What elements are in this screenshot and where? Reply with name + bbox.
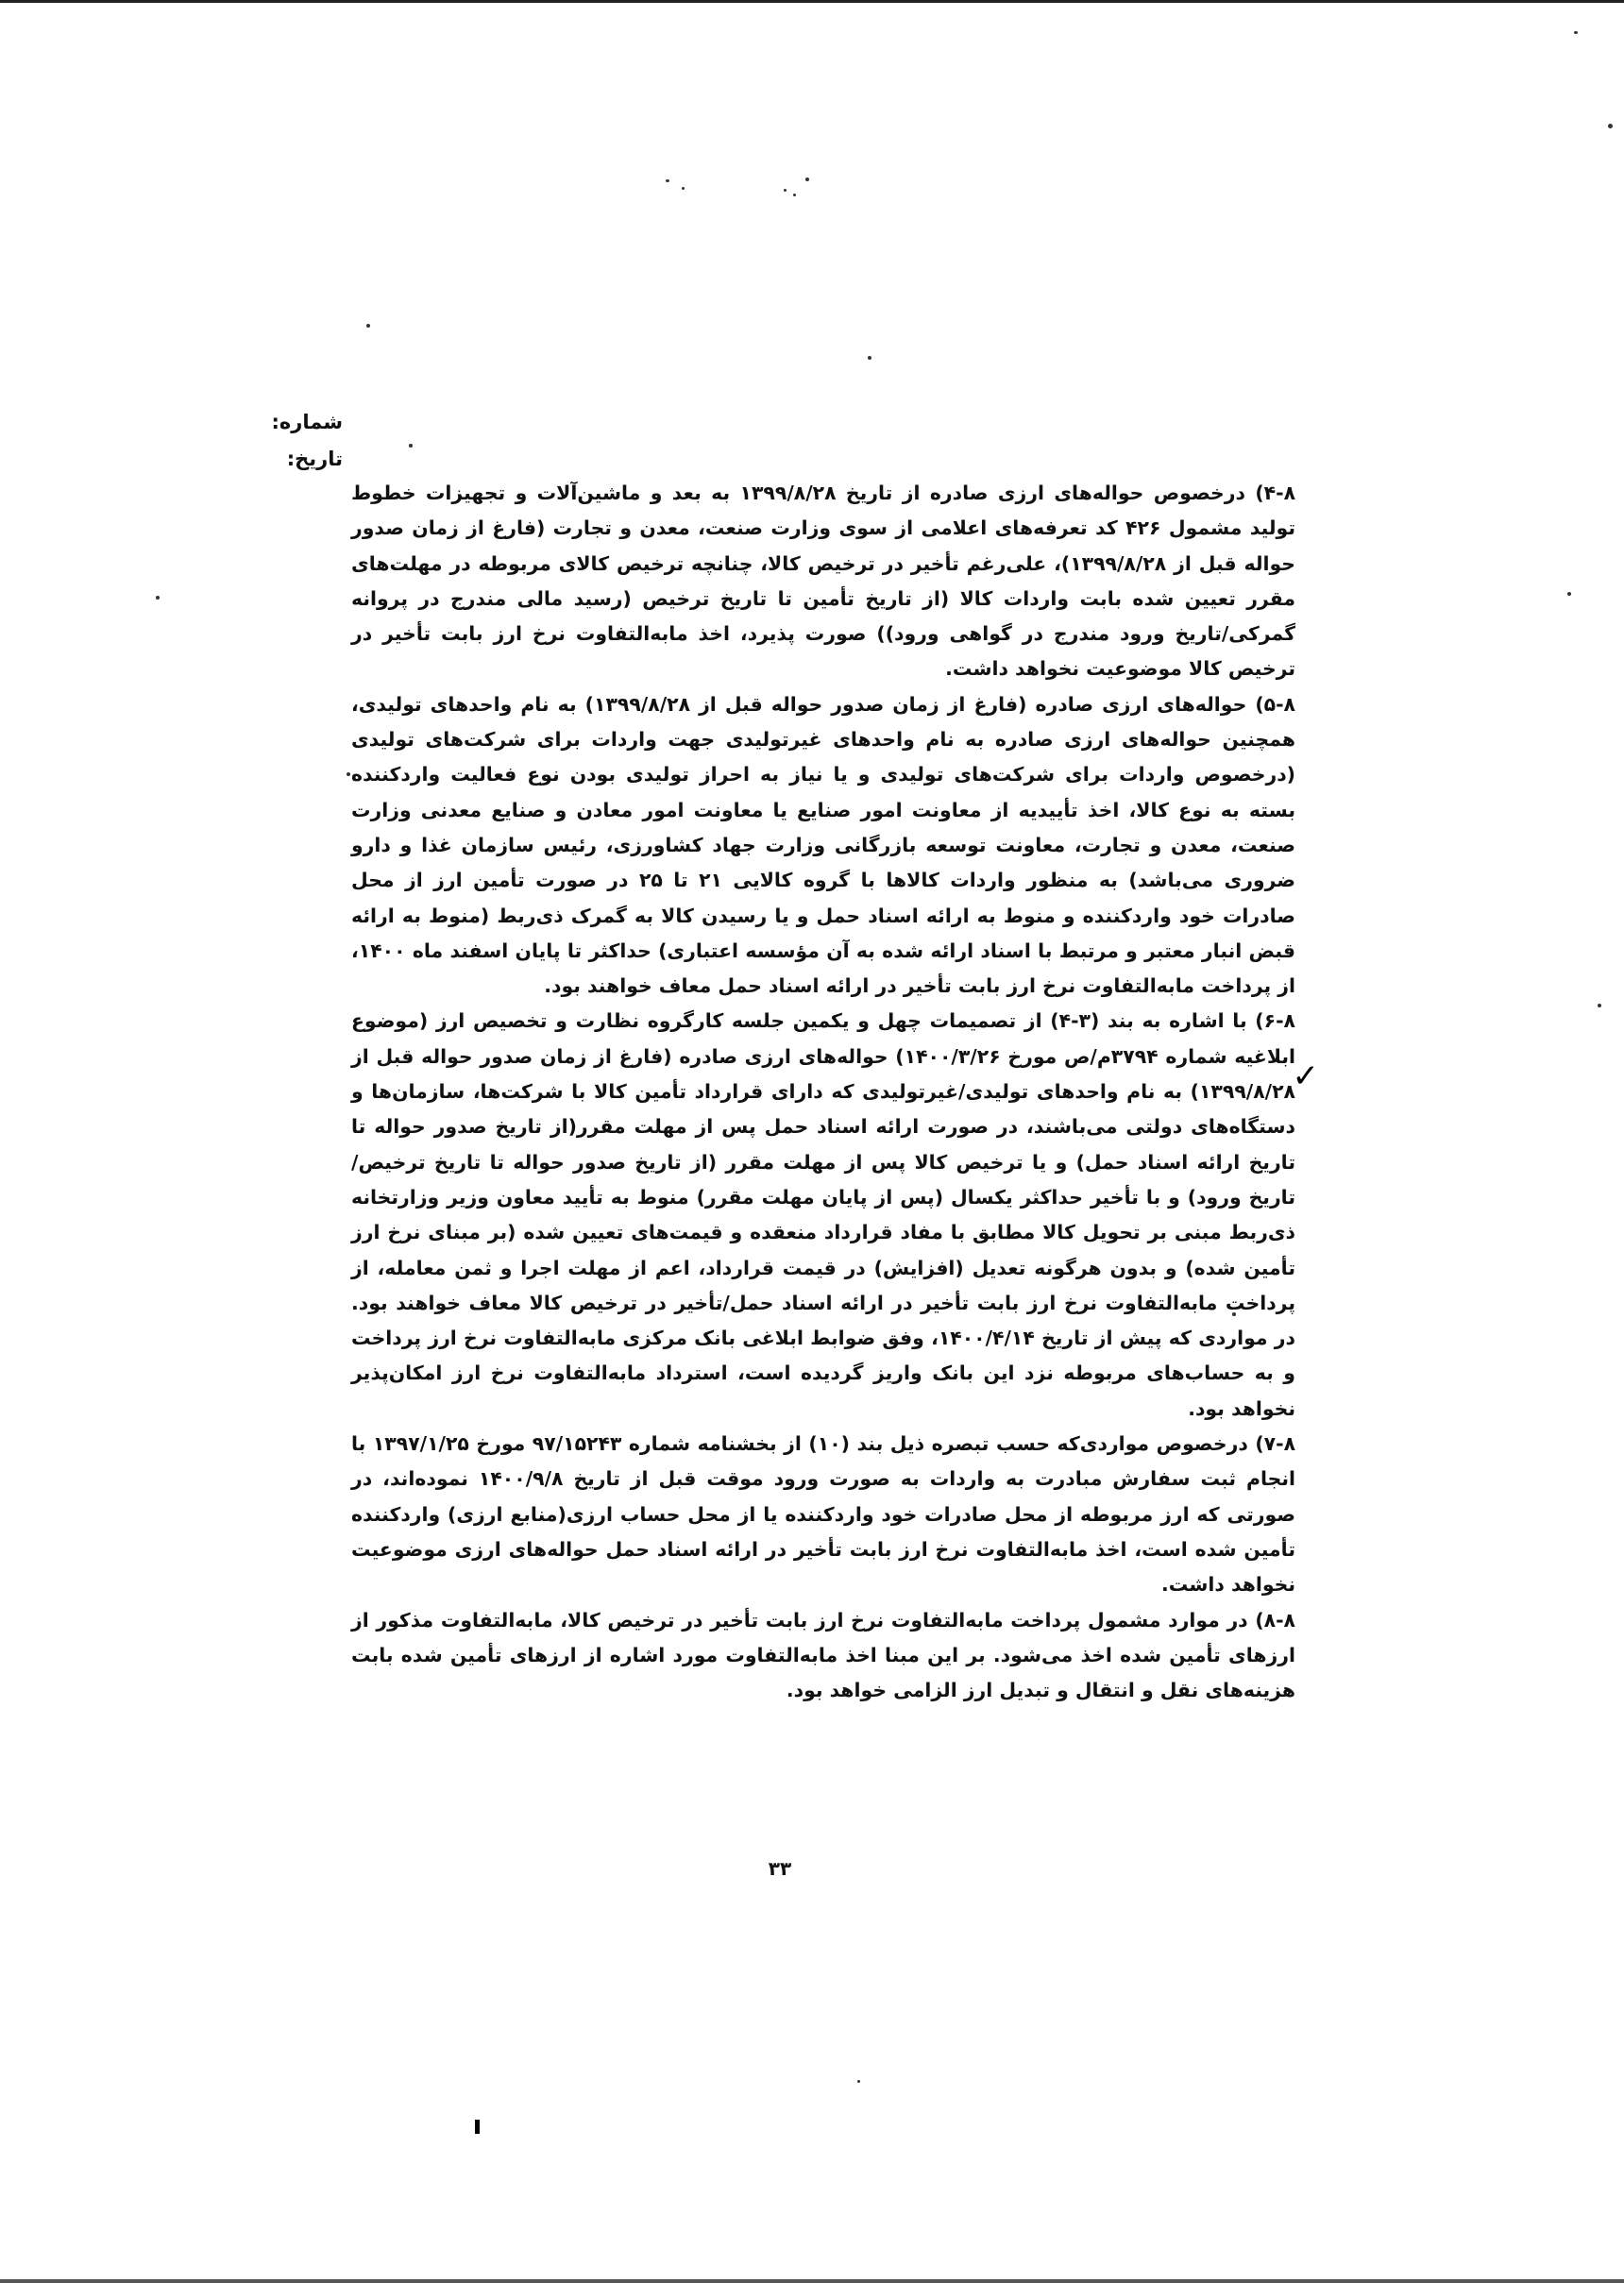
scan-speck xyxy=(1567,592,1571,596)
paragraph-8-5: ۵-۸) حواله‌های ارزی صادره (فارغ از زمان صدور حواله قبل از ۱۳۹۹/۸/۲۸) به نام واحدهای تولیدی، همچنین حواله‌های ارزی صادره به نام واحدهای غیرتولیدی جهت واردات برای شرکت‌های تولیدی (درخصوص واردات برای شرکت‌های تولیدی و یا نیاز به احراز تولیدی بودن نوع فعالیت واردکننده بسته به نوع کالا، اخذ تأییدیه از معاونت امور صنایع یا معاونت امور معادن و صنایع معدنی وزارت صنعت، معدن و تجارت، معاونت توسعه بازرگانی وزارت جهاد کشاورزی، رئیس سازمان غذا و دارو ضروری می‌باشد) به منظور واردات کالاها با گروه کالایی ۲۱ تا ۲۵ در صورت تأمین ارز از محل صادرات خود واردکننده و منوط به ارائه اسناد حمل و یا رسیدن کالا به گمرک ذی‌ربط (منوط به ارائه قبض انبار معتبر و مرتبط با اسناد ارائه شده به آن مؤسسه اعتباری) حداکثر تا پایان اسفند ماه ۱۴۰۰، از پرداخت مابه‌التفاوت نرخ ارز بابت تأخیر در ارائه اسناد حمل معاف خواهند بود. xyxy=(351,692,1295,998)
scan-speck xyxy=(784,189,787,192)
paragraph-8-6: ۶-۸) با اشاره به بند (۳-۴) از تصمیمات چهل و یکمین جلسه کارگروه نظارت و تخصیص ارز (موضوع ابلاغیه شماره ۳۷۹۴م/ص مورخ ۱۴۰۰/۳/۲۶) حواله‌های ارزی صادره (فارغ از زمان صدور حواله قبل از ۱۳۹۹/۸/۲۸) به نام واحدهای تولیدی/غیرتولیدی که دارای قرارداد تأمین کالا با شرکت‌ها، سازمان‌ها و دستگاه‌های دولتی می‌باشند، در صورت ارائه اسناد حمل پس از مهلت مقرر(از تاریخ صدور حواله تا تاریخ ارائه اسناد حمل) و یا ترخیص کالا پس از مهلت مقرر (از تاریخ صدور حواله تا تاریخ ترخیص/تاریخ ورود) و با تأخیر حداکثر یکسال (پس از پایان مهلت مقرر) منوط به تأیید معاون وزیر وزارتخانه ذی‌ربط مبنی بر تحویل کالا مطابق با مفاد قرارداد منعقده و قیمت‌های تعیین شده (بر مبنای نرخ ارز تأمین شده) و بدون هرگونه تعدیل (افزایش) در قیمت قرارداد، اعم از مهلت اجرا و ثمن معامله، از پرداخت مابه‌التفاوت نرخ ارز بابت تأخیر در ارائه اسناد حمل/تأخیر در ترخیص کالا معاف خواهند بود. در مواردی که پیش از تاریخ ۱۴۰۰/۴/۱۴، وفق ضوابط ابلاغی بانک مرکزی مابه‌التفاوت نرخ ارز پرداخت و به حساب‌های مربوطه نزد این بانک واریز گردیده است، استرداد مابه‌التفاوت نرخ ارز امکان‌پذیر نخواهد بود. xyxy=(351,1009,1295,1420)
scan-speck xyxy=(805,178,809,181)
scan-speck xyxy=(156,596,160,600)
scan-speck xyxy=(1598,1004,1601,1007)
scan-speck xyxy=(1608,124,1613,128)
scan-speck xyxy=(857,2080,860,2083)
scan-speck xyxy=(868,356,871,360)
document-body xyxy=(351,476,1295,1708)
scan-speck xyxy=(347,772,350,776)
date-label: تاریخ: xyxy=(286,448,343,470)
scan-mark xyxy=(475,2120,480,2134)
handwritten-check-icon: ✓ xyxy=(1292,1057,1319,1095)
top-scan-edge xyxy=(0,0,1624,3)
number-label: شماره: xyxy=(271,411,343,433)
page-number: ۳۳ xyxy=(768,1857,792,1880)
scan-speck xyxy=(682,187,685,190)
scan-speck xyxy=(409,444,413,448)
scan-speck xyxy=(666,179,669,182)
paragraph-8-8: ۸-۸) در موارد مشمول پرداخت مابه‌التفاوت نرخ ارز بابت تأخیر در ترخیص کالا، مابه‌التفاوت مذکور از ارزهای تأمین شده اخذ می‌شود. بر این مبنا اخذ مابه‌التفاوت مورد اشاره از ارزهای تأمین شده بابت هزینه‌های نقل و انتقال و تبدیل ارز الزامی خواهد بود. xyxy=(351,1608,1295,1702)
paragraph-8-7: ۷-۸) درخصوص مواردی‌که حسب تبصره ذیل بند (۱۰) از بخشنامه شماره ۹۷/۱۵۲۴۳ مورخ ۱۳۹۷/۱/۲۵ با انجام ثبت سفارش مبادرت به واردات به صورت ورود موقت قبل از تاریخ ۱۴۰۰/۹/۸ نموده‌اند، در صورتی که ارز مربوطه از محل صادرات خود واردکننده یا از محل حساب ارزی(منابع ارزی) واردکننده تأمین شده است، اخذ مابه‌التفاوت نرخ ارز بابت تأخیر در ارائه اسناد حمل حواله‌های ارزی موضوعیت نخواهد داشت. xyxy=(351,1432,1296,1597)
scan-speck xyxy=(366,324,370,328)
paragraph-8-4: ۴-۸) درخصوص حواله‌های ارزی صادره از تاریخ ۱۳۹۹/۸/۲۸ به بعد و ماشین‌آلات و تجهیزات خطوط تولید مشمول ۴۲۶ کد تعرفه‌های اعلامی از سوی وزارت صنعت، معدن و تجارت (فارغ از زمان صدور حواله قبل از ۱۳۹۹/۸/۲۸)، علی‌رغم تأخیر در ترخیص کالا، چنانچه ترخیص کالای مربوطه در مهلت‌های مقرر تعیین شده بابت واردات کالا (از تاریخ تأمین تا تاریخ ترخیص (رسید مالی مندرج در پروانه گمرکی/تاریخ ورود مندرج در گواهی ورود)) صورت پذیرد، اخذ مابه‌التفاوت نرخ ارز بابت تأخیر در ترخیص کالا موضوعیت نخواهد داشت. xyxy=(351,482,1296,681)
bottom-scan-edge xyxy=(0,2279,1624,2283)
scan-speck xyxy=(1574,31,1578,34)
scan-speck xyxy=(793,194,796,196)
